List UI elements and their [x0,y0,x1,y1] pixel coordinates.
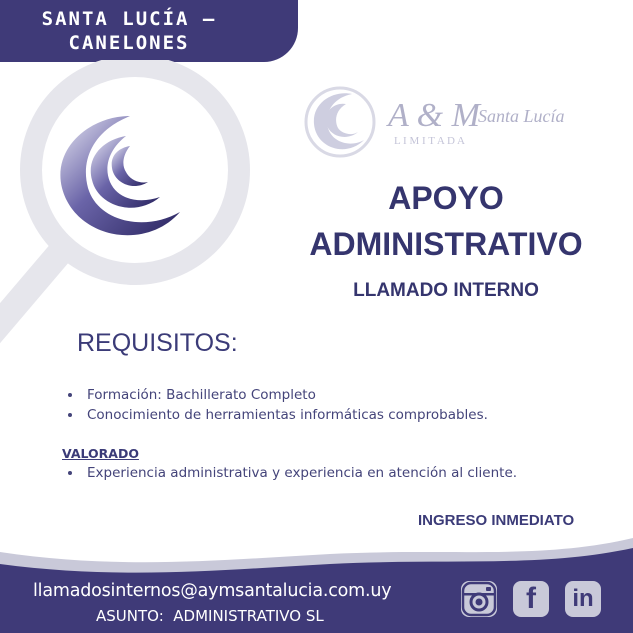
list-item: Experiencia administrativa y experiencia en atención al cliente. [66,463,517,483]
requirements-list [66,385,488,425]
bullet-icon [68,471,72,475]
svg-text:A & M: A & M [388,97,480,134]
instagram-glyph [461,581,497,617]
instagram-icon[interactable] [461,581,497,617]
job-subtitle: LLAMADO INTERNO [353,280,539,301]
location-line-1: SANTA LUCÍA – [41,8,217,30]
facebook-icon[interactable]: f [513,581,549,617]
linkedin-icon[interactable]: in [565,581,601,617]
requirements-heading: REQUISITOS: [77,329,238,357]
contact-email[interactable]: llamadosinternos@aymsantalucia.com.uy [33,581,392,601]
location-line-2: CANELONES [68,32,190,54]
contact-subject: ASUNTO: ADMINISTRATIVO SL [96,607,324,625]
company-logo [302,84,592,164]
location-banner [0,0,298,62]
job-title-line-2: ADMINISTRATIVO [309,226,583,262]
job-title-line-1: APOYO [388,180,504,216]
svg-text:Santa Lucía: Santa Lucía [478,106,565,126]
valued-list [66,463,517,483]
magnifier-illustration [0,60,280,360]
immediate-entry-label: INGRESO INMEDIATO [418,512,575,529]
svg-text:L I M I T A D A: L I M I T A D A [394,135,466,147]
list-item: Conocimiento de herramientas informáticas comprobables. [66,405,488,425]
bullet-icon [68,413,72,417]
valued-heading: VALORADO [62,446,139,461]
bullet-icon [68,393,72,397]
list-item: Formación: Bachillerato Completo [66,385,488,405]
